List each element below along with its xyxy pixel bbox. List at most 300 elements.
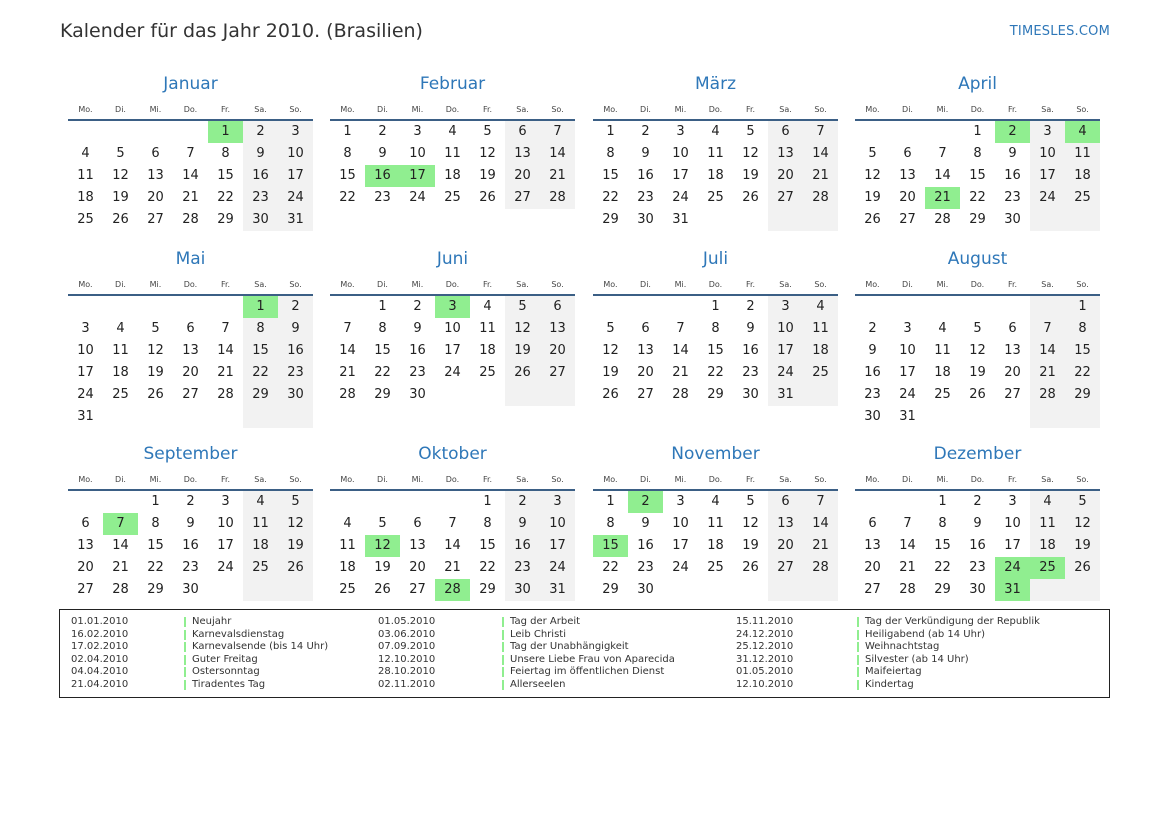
holiday-name: Leib Christi (510, 628, 566, 640)
day-cell: 28 (812, 190, 829, 205)
day-cell: 26 (287, 560, 304, 575)
day-cell: 13 (77, 538, 94, 553)
day-cell: 4 (711, 494, 720, 509)
day-cell: 17 (77, 365, 94, 380)
day-cell: 25 (707, 560, 724, 575)
holiday-day-cell: 31 (995, 579, 1030, 601)
day-cell: 18 (812, 343, 829, 358)
day-cell: 17 (287, 168, 304, 183)
day-cell: 20 (77, 560, 94, 575)
holiday-day-cell: 28 (435, 579, 470, 601)
day-cell: 6 (413, 516, 422, 531)
day-cell: 19 (742, 168, 759, 183)
day-cell: 27 (514, 190, 531, 205)
day-cell: 1 (973, 124, 982, 139)
holiday-day-cell: 4 (1065, 121, 1100, 143)
holiday-date: 25.12.2010 (736, 641, 794, 653)
day-cell: 23 (969, 560, 986, 575)
day-cell: 4 (343, 516, 352, 531)
day-cell: 28 (812, 560, 829, 575)
day-cell: 20 (549, 343, 566, 358)
day-cell: 15 (252, 343, 269, 358)
holiday-day-cell: 1 (208, 121, 243, 143)
day-cell: 11 (1074, 146, 1091, 161)
month-name: September (143, 444, 238, 464)
month-5 (68, 249, 313, 424)
day-cell: 30 (969, 582, 986, 597)
day-cell: 15 (602, 168, 619, 183)
holiday-marker (184, 667, 186, 677)
month-name: März (695, 74, 736, 94)
day-cell: 2 (868, 321, 877, 336)
day-cell: 15 (1074, 343, 1091, 358)
weekday-label: Fr. (745, 475, 756, 484)
day-cell: 20 (182, 365, 199, 380)
day-cell: 18 (339, 560, 356, 575)
day-cell: 25 (1074, 190, 1091, 205)
day-cell: 6 (81, 516, 90, 531)
weekday-label: Mi. (411, 475, 424, 484)
day-cell: 24 (409, 190, 426, 205)
day-cell: 3 (221, 494, 230, 509)
day-cell: 29 (252, 387, 269, 402)
day-cell: 1 (151, 494, 160, 509)
day-cell: 22 (479, 560, 496, 575)
day-cell: 30 (409, 387, 426, 402)
day-cell: 15 (374, 343, 391, 358)
day-grid (68, 121, 313, 231)
holiday-day-cell: 7 (103, 513, 138, 535)
day-cell: 3 (1008, 494, 1017, 509)
holiday-name: Heiligabend (ab 14 Uhr) (865, 628, 985, 640)
weekday-label: Mo. (78, 475, 93, 484)
holiday-day-cell: 21 (925, 187, 960, 209)
day-cell: 3 (291, 124, 300, 139)
day-cell: 8 (938, 516, 947, 531)
weekday-label: So. (1076, 280, 1089, 289)
day-cell: 27 (1004, 387, 1021, 402)
day-cell: 30 (637, 582, 654, 597)
day-cell: 1 (938, 494, 947, 509)
day-cell: 2 (746, 299, 755, 314)
day-cell: 18 (112, 365, 129, 380)
day-cell: 22 (934, 560, 951, 575)
day-grid (330, 296, 575, 406)
weekday-label: So. (551, 475, 564, 484)
weekday-label: Sa. (254, 280, 267, 289)
day-cell: 9 (746, 321, 755, 336)
weekday-label: Fr. (220, 475, 231, 484)
holiday-date: 24.12.2010 (736, 628, 794, 640)
holiday-name: Maifeiertag (865, 666, 922, 678)
day-grid (593, 121, 838, 231)
month-6 (330, 249, 575, 409)
weekday-header (855, 280, 1100, 293)
holiday-day-cell: 12 (365, 535, 400, 557)
weekday-label: Di. (115, 105, 126, 114)
month-name: November (671, 444, 760, 464)
holiday-name: Guter Freitag (192, 653, 258, 665)
day-cell: 7 (903, 516, 912, 531)
day-cell: 2 (973, 494, 982, 509)
weekday-label: Sa. (516, 105, 529, 114)
weekday-label: Mi. (411, 105, 424, 114)
day-cell: 10 (1004, 516, 1021, 531)
day-grid (855, 121, 1100, 231)
holiday-marker (502, 667, 504, 677)
day-cell: 19 (742, 538, 759, 553)
weekday-label: Mo. (865, 280, 880, 289)
day-cell: 12 (147, 343, 164, 358)
day-cell: 22 (1074, 365, 1091, 380)
day-grid (68, 491, 313, 601)
day-cell: 17 (1039, 168, 1056, 183)
day-cell: 16 (742, 343, 759, 358)
day-cell: 31 (672, 212, 689, 227)
day-cell: 7 (816, 494, 825, 509)
weekday-label: Sa. (254, 105, 267, 114)
day-cell: 20 (637, 365, 654, 380)
weekday-label: Fr. (482, 280, 493, 289)
day-cell: 20 (777, 538, 794, 553)
day-cell: 3 (676, 494, 685, 509)
weekday-label: So. (289, 280, 302, 289)
holiday-date: 04.04.2010 (71, 666, 129, 678)
day-cell: 2 (291, 299, 300, 314)
day-cell: 8 (1078, 321, 1087, 336)
day-cell: 16 (182, 538, 199, 553)
day-cell: 23 (1004, 190, 1021, 205)
day-cell: 30 (252, 212, 269, 227)
day-cell: 21 (182, 190, 199, 205)
weekday-label: Do. (970, 105, 985, 114)
day-cell: 9 (256, 146, 265, 161)
day-cell: 15 (707, 343, 724, 358)
day-cell: 4 (938, 321, 947, 336)
day-cell: 8 (483, 516, 492, 531)
day-cell: 5 (291, 494, 300, 509)
holiday-date: 21.04.2010 (71, 679, 129, 690)
day-cell: 17 (217, 538, 234, 553)
day-cell: 28 (217, 387, 234, 402)
holiday-day-cell: 1 (243, 296, 278, 318)
day-cell: 24 (287, 190, 304, 205)
day-cell: 14 (112, 538, 129, 553)
weekday-label: Mo. (603, 475, 618, 484)
day-cell: 18 (252, 538, 269, 553)
holiday-date: 15.11.2010 (736, 616, 794, 627)
day-cell: 19 (287, 538, 304, 553)
day-cell: 18 (479, 343, 496, 358)
holiday-marker (502, 642, 504, 652)
day-cell: 3 (413, 124, 422, 139)
holiday-marker (857, 617, 859, 627)
day-cell: 1 (378, 299, 387, 314)
month-name: August (947, 249, 1008, 269)
day-cell: 4 (116, 321, 125, 336)
day-cell: 23 (864, 387, 881, 402)
day-cell: 29 (602, 582, 619, 597)
day-cell: 6 (903, 146, 912, 161)
day-cell: 3 (553, 494, 562, 509)
weekday-label: So. (1076, 475, 1089, 484)
day-cell: 27 (147, 212, 164, 227)
day-cell: 19 (1074, 538, 1091, 553)
day-cell: 1 (606, 124, 615, 139)
day-cell: 20 (899, 190, 916, 205)
month-11 (593, 444, 838, 604)
day-cell: 15 (479, 538, 496, 553)
day-cell: 8 (378, 321, 387, 336)
day-cell: 7 (676, 321, 685, 336)
day-cell: 10 (899, 343, 916, 358)
day-cell: 12 (742, 146, 759, 161)
day-cell: 9 (641, 516, 650, 531)
day-cell: 2 (413, 299, 422, 314)
holiday-date: 01.05.2010 (378, 616, 436, 627)
day-cell: 14 (339, 343, 356, 358)
day-cell: 27 (549, 365, 566, 380)
weekday-label: Mi. (674, 280, 687, 289)
weekday-label: Sa. (1041, 280, 1054, 289)
weekday-label: Sa. (254, 475, 267, 484)
day-cell: 17 (672, 168, 689, 183)
month-name: Februar (419, 74, 486, 94)
day-cell: 15 (147, 538, 164, 553)
day-cell: 30 (864, 409, 881, 424)
day-cell: 27 (77, 582, 94, 597)
calendar-grid (68, 74, 1101, 604)
weekday-label: Di. (377, 280, 388, 289)
day-cell: 17 (777, 343, 794, 358)
day-cell: 28 (1039, 387, 1056, 402)
weekday-label: So. (1076, 105, 1089, 114)
day-cell: 28 (339, 387, 356, 402)
month-name: Mai (175, 249, 206, 269)
weekday-label: Mo. (78, 280, 93, 289)
day-cell: 28 (112, 582, 129, 597)
holiday-marker (857, 667, 859, 677)
holiday-marker (184, 617, 186, 627)
month-name: Juni (436, 249, 469, 269)
day-cell: 16 (252, 168, 269, 183)
day-cell: 26 (1074, 560, 1091, 575)
day-cell: 20 (514, 168, 531, 183)
day-cell: 4 (256, 494, 265, 509)
month-name: Dezember (933, 444, 1022, 464)
day-cell: 23 (409, 365, 426, 380)
weekday-label: Mi. (149, 475, 162, 484)
day-cell: 11 (479, 321, 496, 336)
day-cell: 17 (899, 365, 916, 380)
weekday-label: Mi. (149, 280, 162, 289)
day-cell: 10 (444, 321, 461, 336)
day-cell: 7 (448, 516, 457, 531)
weekday-label: Sa. (1041, 105, 1054, 114)
holiday-marker (857, 680, 859, 690)
day-cell: 11 (812, 321, 829, 336)
day-cell: 12 (287, 516, 304, 531)
day-cell: 8 (973, 146, 982, 161)
day-cell: 12 (969, 343, 986, 358)
day-cell: 23 (637, 560, 654, 575)
day-cell: 10 (672, 146, 689, 161)
weekday-label: Do. (183, 105, 198, 114)
day-cell: 19 (969, 365, 986, 380)
holiday-name: Weihnachtstag (865, 641, 940, 653)
holiday-name: Tag der Verkündigung der Republik (865, 616, 1040, 627)
day-cell: 11 (707, 516, 724, 531)
holiday-date: 17.02.2010 (71, 641, 129, 653)
day-cell: 13 (777, 146, 794, 161)
day-cell: 5 (868, 146, 877, 161)
day-cell: 11 (339, 538, 356, 553)
day-cell: 1 (606, 494, 615, 509)
day-cell: 17 (549, 538, 566, 553)
day-cell: 8 (606, 146, 615, 161)
day-cell: 25 (812, 365, 829, 380)
day-cell: 19 (112, 190, 129, 205)
day-cell: 18 (444, 168, 461, 183)
day-cell: 27 (637, 387, 654, 402)
day-cell: 13 (864, 538, 881, 553)
weekday-label: Mo. (340, 105, 355, 114)
day-cell: 19 (147, 365, 164, 380)
day-cell: 4 (711, 124, 720, 139)
day-cell: 26 (147, 387, 164, 402)
holiday-date: 07.09.2010 (378, 641, 436, 653)
day-cell: 26 (969, 387, 986, 402)
day-cell: 8 (221, 146, 230, 161)
day-cell: 20 (409, 560, 426, 575)
holiday-date: 01.05.2010 (736, 666, 794, 678)
day-cell: 31 (549, 582, 566, 597)
weekday-label: So. (814, 105, 827, 114)
weekday-label: Fr. (745, 280, 756, 289)
day-cell: 18 (1039, 538, 1056, 553)
weekday-label: Fr. (220, 105, 231, 114)
weekday-header (593, 475, 838, 488)
weekday-label: Mi. (936, 105, 949, 114)
day-grid (855, 296, 1100, 424)
day-cell: 28 (934, 212, 951, 227)
day-cell: 28 (672, 387, 689, 402)
month-3 (593, 74, 838, 234)
day-cell: 28 (549, 190, 566, 205)
weekday-label: Do. (708, 280, 723, 289)
day-cell: 14 (549, 146, 566, 161)
day-cell: 9 (378, 146, 387, 161)
day-cell: 4 (81, 146, 90, 161)
day-cell: 12 (864, 168, 881, 183)
day-cell: 24 (217, 560, 234, 575)
day-cell: 25 (934, 387, 951, 402)
day-cell: 28 (182, 212, 199, 227)
day-cell: 9 (973, 516, 982, 531)
day-cell: 5 (116, 146, 125, 161)
day-cell: 22 (374, 365, 391, 380)
day-cell: 30 (514, 582, 531, 597)
day-cell: 20 (147, 190, 164, 205)
day-cell: 18 (934, 365, 951, 380)
holiday-day-cell: 17 (400, 165, 435, 187)
month-10 (330, 444, 575, 604)
day-cell: 10 (672, 516, 689, 531)
weekday-label: Di. (640, 105, 651, 114)
day-cell: 5 (1078, 494, 1087, 509)
day-cell: 14 (812, 516, 829, 531)
holiday-date: 03.06.2010 (378, 628, 436, 640)
day-cell: 26 (479, 190, 496, 205)
day-cell: 3 (781, 299, 790, 314)
day-cell: 23 (182, 560, 199, 575)
day-cell: 6 (1008, 321, 1017, 336)
day-cell: 13 (514, 146, 531, 161)
day-cell: 5 (518, 299, 527, 314)
day-cell: 12 (514, 321, 531, 336)
holiday-name: Karnevalsende (bis 14 Uhr) (192, 641, 329, 653)
holiday-marker (502, 680, 504, 690)
day-cell: 14 (934, 168, 951, 183)
day-cell: 29 (602, 212, 619, 227)
weekday-label: Fr. (1007, 105, 1018, 114)
day-cell: 29 (707, 387, 724, 402)
weekday-label: Mi. (149, 105, 162, 114)
holiday-name: Tiradentes Tag (192, 679, 266, 690)
day-cell: 20 (777, 168, 794, 183)
day-cell: 21 (217, 365, 234, 380)
day-cell: 1 (483, 494, 492, 509)
day-cell: 8 (343, 146, 352, 161)
day-cell: 11 (444, 146, 461, 161)
weekday-label: Do. (445, 105, 460, 114)
month-name: Januar (163, 74, 218, 94)
day-cell: 21 (1039, 365, 1056, 380)
day-cell: 15 (217, 168, 234, 183)
holiday-legend (59, 609, 1110, 698)
day-cell: 21 (899, 560, 916, 575)
day-cell: 1 (711, 299, 720, 314)
weekday-label: Mi. (936, 280, 949, 289)
month-2 (330, 74, 575, 234)
day-cell: 24 (672, 190, 689, 205)
weekday-header (330, 475, 575, 488)
weekday-label: Do. (183, 475, 198, 484)
day-cell: 21 (339, 365, 356, 380)
site-link[interactable]: TIMESLES.COM (1009, 24, 1110, 39)
day-cell: 2 (378, 124, 387, 139)
day-cell: 22 (252, 365, 269, 380)
holiday-day-cell: 2 (995, 121, 1030, 143)
weekday-label: Fr. (1007, 475, 1018, 484)
day-cell: 7 (553, 124, 562, 139)
day-cell: 10 (777, 321, 794, 336)
day-cell: 25 (339, 582, 356, 597)
day-cell: 6 (518, 124, 527, 139)
day-cell: 8 (151, 516, 160, 531)
weekday-label: Di. (902, 105, 913, 114)
month-7 (593, 249, 838, 409)
day-cell: 13 (409, 538, 426, 553)
day-cell: 21 (672, 365, 689, 380)
day-cell: 16 (637, 168, 654, 183)
weekday-label: Sa. (779, 475, 792, 484)
day-cell: 23 (514, 560, 531, 575)
day-cell: 5 (151, 321, 160, 336)
day-cell: 17 (1004, 538, 1021, 553)
day-cell: 1 (343, 124, 352, 139)
day-cell: 7 (938, 146, 947, 161)
